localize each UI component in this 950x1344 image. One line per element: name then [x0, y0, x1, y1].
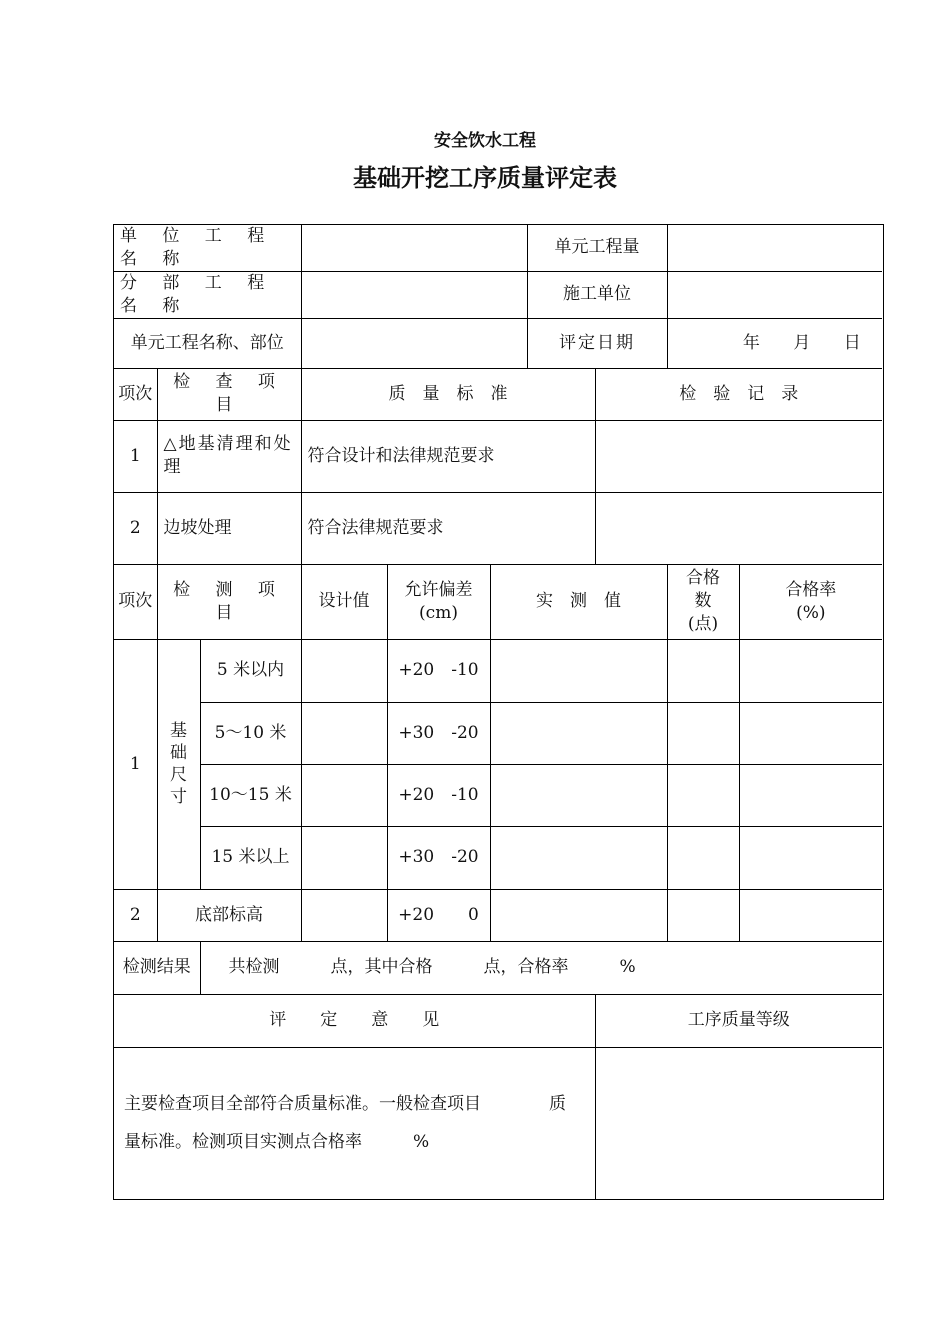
measure-row-3-pass-count[interactable] — [667, 764, 739, 826]
inspection-row-2-item: 边坡处理 — [157, 492, 301, 564]
measure-header-pass-rate — [739, 564, 882, 639]
measure-header-item: 检 测 项 目 — [157, 564, 301, 639]
measure-row-2-measured[interactable] — [490, 702, 667, 764]
pass-count-line-1: 合格 — [686, 568, 721, 589]
measure-row-3-pass-rate[interactable] — [739, 764, 882, 826]
construction-unit-value[interactable] — [667, 271, 882, 318]
measure-header-tolerance — [387, 564, 490, 639]
unit-project-name-label: 单 位 工 程 名 称 — [114, 225, 301, 271]
date-month: 月 — [793, 332, 811, 353]
opinion-text — [114, 1047, 595, 1199]
measure-row-4-pass-rate[interactable] — [739, 826, 882, 889]
bottom-elevation-pass-rate[interactable] — [739, 889, 882, 941]
bottom-elevation-tolerance: +20 0 — [387, 889, 490, 941]
measure-header-pass-count — [667, 564, 739, 639]
group-char-2: 础 — [170, 743, 187, 764]
measure-row-2-tolerance: +30 -20 — [387, 702, 490, 764]
inspection-row-2-record[interactable] — [595, 492, 882, 564]
bottom-elevation-no: 2 — [114, 889, 157, 941]
date-year: 年 — [742, 332, 760, 353]
measure-header-design-value: 设计值 — [301, 564, 387, 639]
inspection-row-1-standard: 符合设计和法律规范要求 — [301, 420, 595, 492]
evaluation-form — [113, 224, 884, 1200]
date-day: 日 — [843, 332, 861, 353]
construction-unit-label: 施工单位 — [527, 271, 667, 318]
inspection-row-2-no: 2 — [114, 492, 157, 564]
grade-value[interactable] — [595, 1047, 882, 1199]
pass-rate-unit: (%) — [796, 602, 826, 623]
eval-date-value[interactable] — [667, 318, 882, 368]
opinion-label: 评 定 意 见 — [114, 994, 595, 1047]
measure-header-measured: 实 测 值 — [490, 564, 667, 639]
opinion-line-1: 主要检查项目全部符合质量标准。一般检查项目 质 — [124, 1094, 566, 1115]
inspection-row-2-standard: 符合法律规范要求 — [301, 492, 595, 564]
measure-row-1-measured[interactable] — [490, 639, 667, 702]
measure-row-2-pass-count[interactable] — [667, 702, 739, 764]
inspection-row-1-item: △地基清理和处理 — [157, 420, 301, 492]
group-char-1: 基 — [170, 721, 187, 742]
group-char-4: 寸 — [170, 787, 187, 808]
unit-project-name-value[interactable] — [301, 225, 527, 271]
measure-row-1-range: 5 米以内 — [200, 639, 301, 702]
measure-row-3-tolerance: +20 -10 — [387, 764, 490, 826]
bottom-elevation-pass-count[interactable] — [667, 889, 739, 941]
measure-row-3-design[interactable] — [301, 764, 387, 826]
grade-label: 工序质量等级 — [595, 994, 882, 1047]
inspection-header-record: 检 验 记 录 — [595, 368, 882, 420]
pass-rate-label: 合格率 — [785, 579, 837, 600]
measure-row-4-tolerance: +30 -20 — [387, 826, 490, 889]
measure-row-1-tolerance: +20 -10 — [387, 639, 490, 702]
pass-count-line-3: (点) — [687, 614, 719, 635]
form-table — [114, 225, 882, 1200]
tolerance-label: 允许偏差 — [404, 579, 473, 600]
unit-quantity-value[interactable] — [667, 225, 882, 271]
bottom-elevation-measured[interactable] — [490, 889, 667, 941]
inspection-header-item-no: 项次 — [114, 368, 157, 420]
opinion-line-2: 量标准。检测项目实测点合格率 % — [124, 1132, 430, 1153]
measure-row-2-design[interactable] — [301, 702, 387, 764]
bottom-elevation-design[interactable] — [301, 889, 387, 941]
measure-header-item-no: 项次 — [114, 564, 157, 639]
result-text: 共检测 点，其中合格 点，合格率 % — [200, 941, 882, 994]
eval-date-label: 评定日期 — [527, 318, 667, 368]
measure-row-2-range: 5～10 米 — [200, 702, 301, 764]
measure-row-4-range: 15 米以上 — [200, 826, 301, 889]
bottom-elevation-item: 底部标高 — [157, 889, 301, 941]
measure-row-4-design[interactable] — [301, 826, 387, 889]
measure-group-name — [157, 639, 200, 889]
group-char-3: 尺 — [170, 765, 187, 786]
sub-project-name-value[interactable] — [301, 271, 527, 318]
measure-row-3-range: 10～15 米 — [200, 764, 301, 826]
measure-row-2-pass-rate[interactable] — [739, 702, 882, 764]
measure-row-1-pass-rate[interactable] — [739, 639, 882, 702]
inspection-header-item: 检 查 项 目 — [157, 368, 301, 420]
measure-row-1-pass-count[interactable] — [667, 639, 739, 702]
measure-group-no: 1 — [114, 639, 157, 889]
form-title: 基础开挖工序质量评定表 — [353, 164, 617, 192]
result-label: 检测结果 — [114, 941, 200, 994]
tolerance-unit: (cm) — [419, 602, 458, 623]
unit-quantity-label: 单元工程量 — [527, 225, 667, 271]
measure-row-4-measured[interactable] — [490, 826, 667, 889]
inspection-row-1-record[interactable] — [595, 420, 882, 492]
project-name: 安全饮水工程 — [434, 131, 536, 151]
pass-count-line-2: 数 — [694, 591, 712, 612]
sub-project-name-label: 分 部 工 程 名 称 — [114, 271, 301, 318]
inspection-row-1-no: 1 — [114, 420, 157, 492]
measure-row-1-design[interactable] — [301, 639, 387, 702]
measure-row-3-measured[interactable] — [490, 764, 667, 826]
measure-row-4-pass-count[interactable] — [667, 826, 739, 889]
unit-name-location-value[interactable] — [301, 318, 527, 368]
inspection-header-standard: 质 量 标 准 — [301, 368, 595, 420]
unit-name-location-label: 单元工程名称、部位 — [114, 318, 301, 368]
